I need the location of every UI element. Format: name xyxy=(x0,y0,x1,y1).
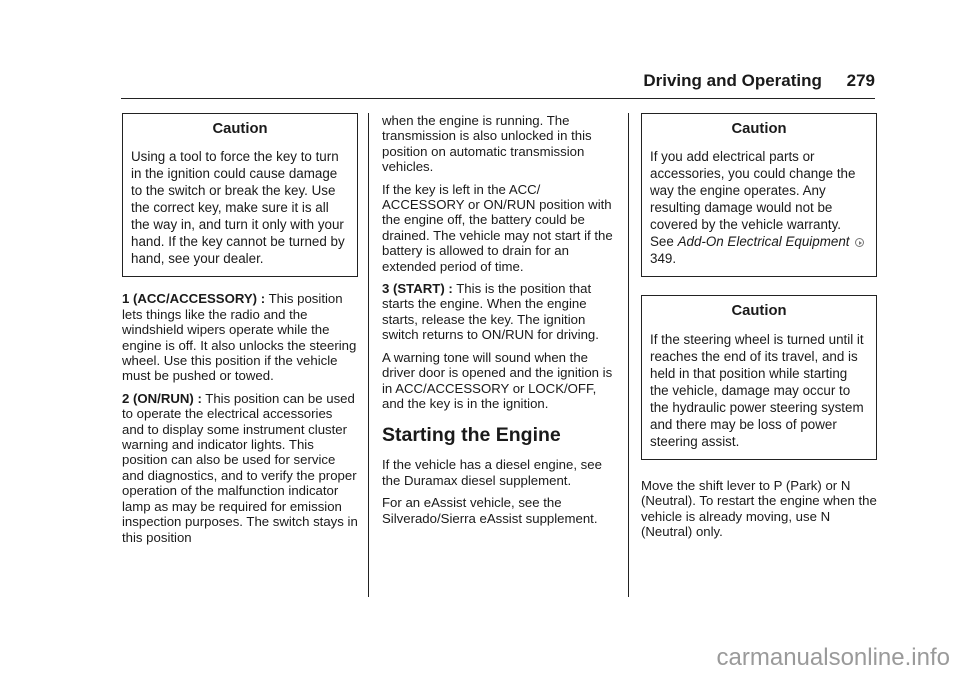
caution-title: Caution xyxy=(731,121,787,137)
column-divider xyxy=(628,113,629,597)
column-right xyxy=(641,113,877,546)
position-label: 2 (ON/RUN) : xyxy=(122,390,202,406)
cross-reference-link[interactable]: Add-On Electrical Equipment xyxy=(677,234,850,250)
caution-title: Caution xyxy=(212,121,268,137)
column-middle xyxy=(382,113,618,533)
position-text: This position can be used to operate the electrical accessories and to display some instrument cluster warning and indicator lights. This position can also be used for service and diagnostics, and to verify the proper operation of the malfunction indicator lamp as may be required for emission inspection purposes. The switch stays in this position xyxy=(122,390,358,545)
section-title: Driving and Operating xyxy=(643,71,822,90)
paragraph-start xyxy=(382,281,618,343)
position-text: This is the position that starts the engine. When the engine starts, release the key. The ignition switch returns to ON/RUN for driving. xyxy=(382,281,599,343)
page-reference-icon xyxy=(855,238,864,247)
page-reference[interactable]: 349 xyxy=(650,251,673,267)
paragraph: when the engine is running. The transmission is also unlocked in this position on automatic transmission vehicles. xyxy=(382,113,592,175)
caution-box xyxy=(641,113,877,277)
position-text: This position lets things like the radio and the windshield wipers operate while the engine is off. It also unlocks the steering wheel. Use this position if the vehicle must be pushed or towed. xyxy=(122,291,357,384)
caution-text: If you add electrical parts or accessories, you could change the way the engine operates. Any resulting damage would not be covered by the vehicle warranty. See Add-On Electrical Equipment 349. xyxy=(650,148,868,267)
paragraph: If the key is left in the ACC/ ACCESSORY or ON/RUN position with the engine off, the battery could be drained. The vehicle may not start if the battery is allowed to drain for an extended period of time. xyxy=(382,181,613,274)
section-heading: Starting the Engine xyxy=(382,424,561,447)
caution-text: Using a tool to force the key to turn in the ignition could cause damage to the switch or break the key. Use the correct key, make sure it is all the way in, and turn it only with your hand. If the key cannot be turned by hand, see your dealer. xyxy=(131,149,345,267)
caution-text: If the steering wheel is turned until it reaches the end of its travel, and is held in that position while starting the vehicle, damage may occur to the hydraulic power steering system and there may be loss of power steering assist. xyxy=(650,331,864,449)
paragraph: If the vehicle has a diesel engine, see the Duramax diesel supplement. xyxy=(382,457,602,488)
page-number: 279 xyxy=(846,71,875,90)
page-header xyxy=(0,71,875,91)
paragraph: A warning tone will sound when the driver door is opened and the ignition is in ACC/ACCESSORY or LOCK/OFF, and the key is in the ignition. xyxy=(382,349,613,411)
paragraph: For an eAssist vehicle, see the Silverado/Sierra eAssist supplement. xyxy=(382,495,598,526)
caution-title: Caution xyxy=(731,303,787,320)
column-left xyxy=(122,113,358,552)
watermark: carmanualsonline.info xyxy=(716,644,950,671)
column-divider xyxy=(368,113,369,597)
position-label: 1 (ACC/ACCESSORY) : xyxy=(122,291,266,307)
position-label: 3 (START) : xyxy=(382,281,453,297)
caution-box xyxy=(122,113,358,277)
paragraph-acc xyxy=(122,291,358,383)
header-rule xyxy=(121,98,875,99)
paragraph: Move the shift lever to P (Park) or N (Neutral). To restart the engine when the vehicle is already moving, use N (Neutral) only. xyxy=(641,477,877,540)
paragraph-on-run xyxy=(122,391,358,545)
caution-box xyxy=(641,295,877,459)
